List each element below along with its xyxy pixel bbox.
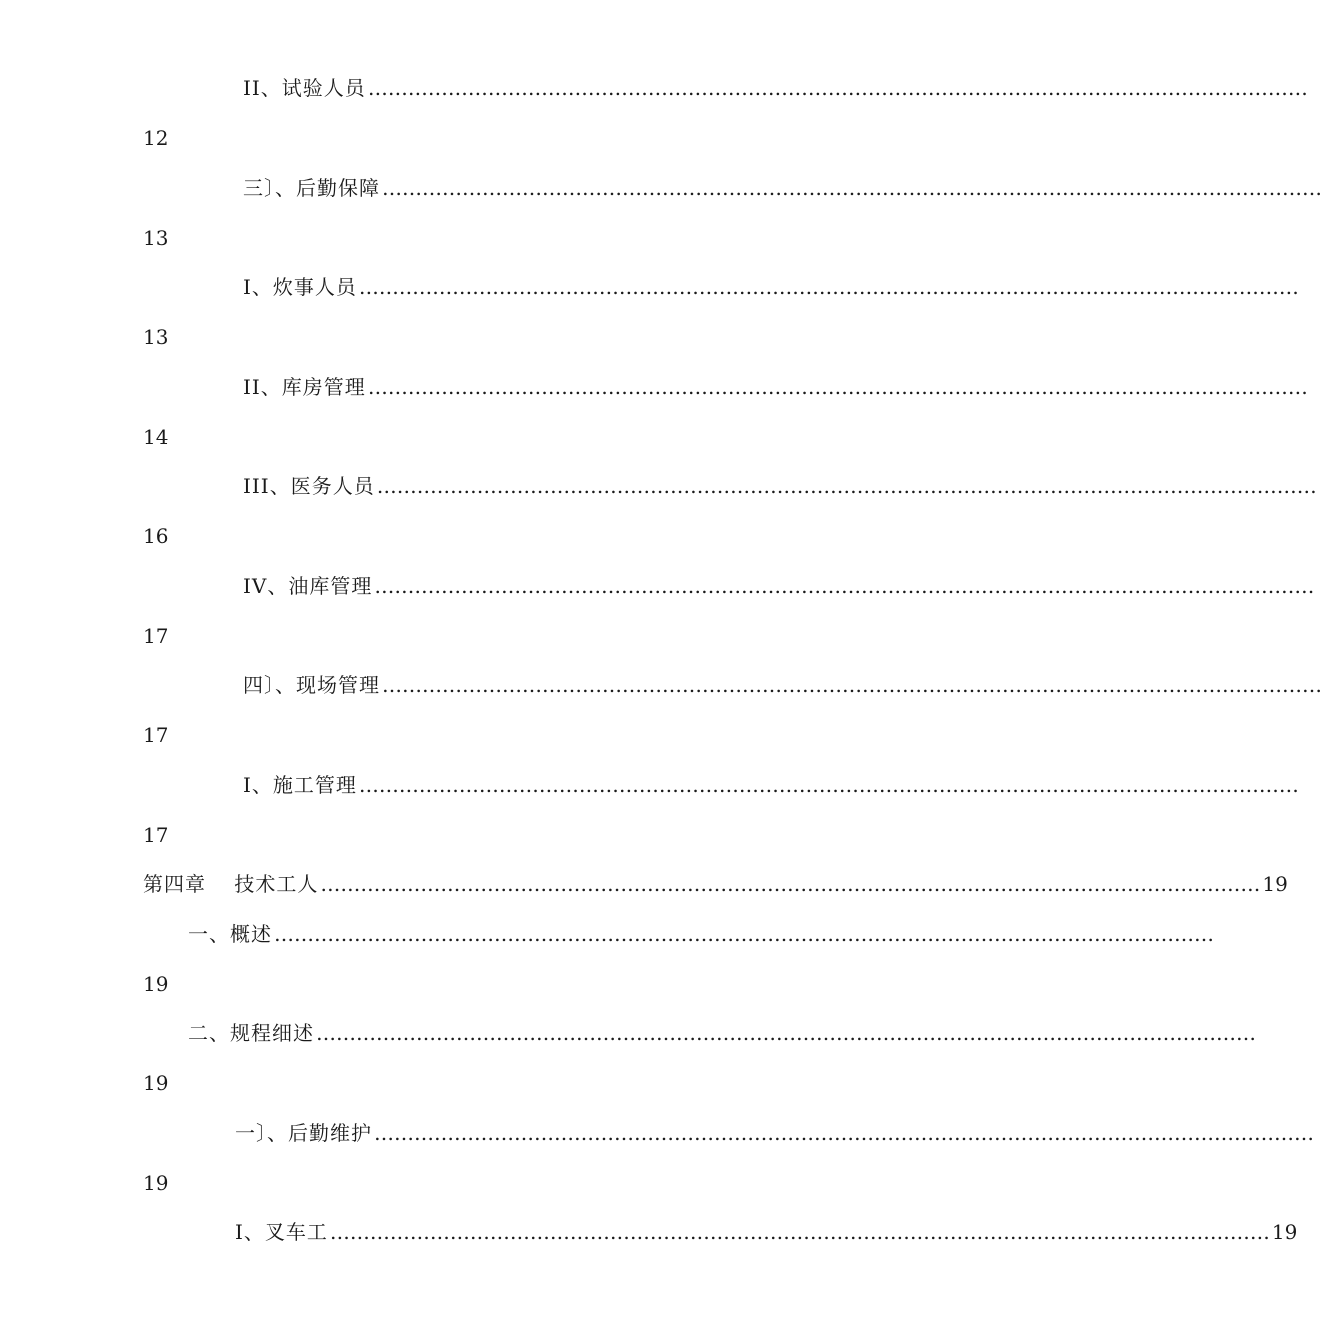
toc-entry-label: 四〕、现场管理: [243, 673, 380, 697]
dot-leader: ……………………………………………………………………………………………………………………………: [367, 76, 1308, 100]
toc-entry: [188, 920, 1214, 948]
toc-entry-label: 第四章 技术工人: [143, 872, 319, 896]
toc-entry: [235, 1218, 1298, 1246]
dot-leader: ……………………………………………………………………………………………………………………………: [274, 922, 1214, 946]
toc-entry: [243, 74, 1308, 102]
toc-entry-label: 一、概述: [188, 922, 272, 946]
dot-leader: ……………………………………………………………………………………………………………………………: [320, 872, 1261, 896]
toc-chapter-entry: [143, 870, 1288, 898]
toc-entry: [235, 1119, 1314, 1147]
toc-page-number: 17: [143, 624, 169, 648]
dot-leader: ……………………………………………………………………………………………………………………………: [382, 673, 1322, 697]
dot-leader: ……………………………………………………………………………………………………………………………: [358, 773, 1299, 797]
toc-entry-label: IV、油库管理: [243, 574, 373, 598]
toc-page-number: 14: [143, 425, 169, 449]
toc-entry: [243, 572, 1315, 600]
toc-entry-label: I、叉车工: [235, 1220, 328, 1244]
toc-page-number: 17: [143, 823, 169, 847]
toc-entry-label: I、施工管理: [243, 773, 357, 797]
dot-leader: ……………………………………………………………………………………………………………………………: [358, 275, 1299, 299]
dot-leader: ……………………………………………………………………………………………………………………………: [329, 1220, 1270, 1244]
toc-page-number: 12: [143, 126, 169, 150]
toc-page-number: 19: [1262, 872, 1288, 896]
toc-entry: [243, 472, 1317, 500]
toc-page-number: 17: [143, 723, 169, 747]
toc-page-number: 19: [143, 1071, 169, 1095]
toc-page-number: 13: [143, 325, 169, 349]
dot-leader: ……………………………………………………………………………………………………………………………: [376, 474, 1317, 498]
toc-entry: [243, 671, 1322, 699]
dot-leader: ……………………………………………………………………………………………………………………………: [374, 1121, 1314, 1145]
toc-page-number: 19: [143, 1171, 169, 1195]
toc-entry-label: II、试验人员: [243, 76, 366, 100]
toc-entry-label: 三〕、后勤保障: [243, 176, 380, 200]
toc-page-number: 16: [143, 524, 169, 548]
toc-entry: [243, 273, 1299, 301]
toc-entry-label: 一〕、后勤维护: [235, 1121, 372, 1145]
toc-page-number: 19: [143, 972, 169, 996]
toc-entry-label: I、炊事人员: [243, 275, 357, 299]
dot-leader: ……………………………………………………………………………………………………………………………: [374, 574, 1315, 598]
toc-entry-label: 二、规程细述: [188, 1021, 314, 1045]
dot-leader: ……………………………………………………………………………………………………………………………: [316, 1021, 1256, 1045]
toc-entry-label: II、库房管理: [243, 375, 366, 399]
toc-page-number: 19: [1271, 1220, 1298, 1244]
dot-leader: ……………………………………………………………………………………………………………………………: [367, 375, 1308, 399]
toc-entry-label: III、医务人员: [243, 474, 375, 498]
dot-leader: ……………………………………………………………………………………………………………………………: [382, 176, 1322, 200]
toc-entry: [243, 771, 1299, 799]
toc-page-number: 13: [143, 226, 169, 250]
toc-entry: [243, 373, 1308, 401]
toc-entry: [188, 1019, 1256, 1047]
toc-entry: [243, 174, 1322, 202]
